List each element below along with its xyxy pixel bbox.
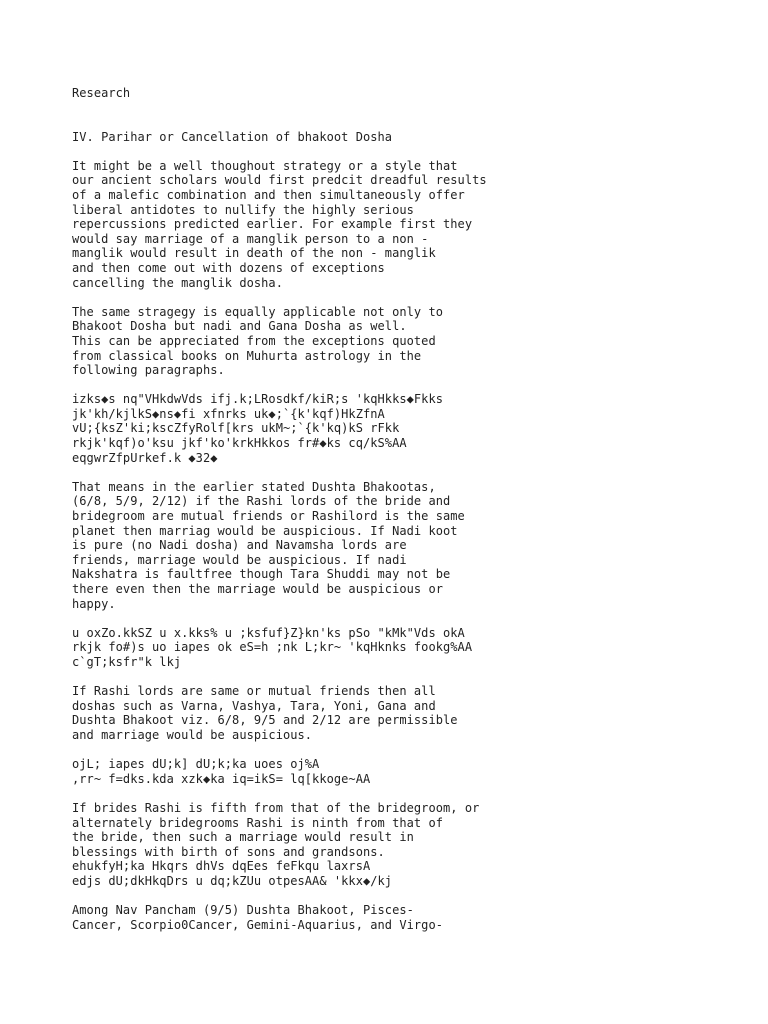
paragraph bbox=[72, 159, 752, 290]
paragraph-line: manglik would result in death of the non - manglik bbox=[72, 246, 436, 261]
paragraph-line: friends, marriage would be auspicious. If nadi bbox=[72, 552, 407, 567]
paragraph-line: and then come out with dozens of exceptions bbox=[72, 260, 385, 275]
paragraph-line: ehukfyH;ka Hkqrs dhVs dqEes feFkqu laxrsA bbox=[72, 859, 371, 874]
paragraph-line: rkjk'kqf)o'ksu jkf'ko'krkHkkos fr#◆ks cq/kS%AA bbox=[72, 436, 407, 451]
paragraph-line: cancelling the manglik dosha. bbox=[72, 275, 283, 290]
paragraph bbox=[72, 684, 752, 742]
paragraph-line: planet then marriag would be auspicious. If Nadi koot bbox=[72, 523, 458, 538]
paragraph bbox=[72, 801, 752, 889]
paragraph-line: alternately bridegrooms Rashi is ninth from that of bbox=[72, 815, 444, 830]
paragraph-line: jk'kh/kjlkS◆ns◆fi xfnrks uk◆;`{k'kqf)HkZfnA bbox=[72, 406, 385, 421]
paragraph bbox=[72, 626, 752, 670]
paragraph-line: from classical books on Muhurta astrology in the bbox=[72, 348, 422, 363]
paragraph-line: there even then the marriage would be auspicious or bbox=[72, 582, 444, 596]
paragraph-line: edjs dU;dkHkqDrs u dq;kZUu otpesAA& 'kkx◆/kj bbox=[72, 873, 393, 888]
paragraph-line: repercussions predicted earlier. For example first they bbox=[72, 217, 473, 232]
paragraph bbox=[72, 757, 752, 786]
paragraph-line: our ancient scholars would first predcit dreadful results bbox=[72, 173, 487, 188]
paragraph-line: bridegroom are mutual friends or Rashilord is the same bbox=[72, 509, 465, 524]
paragraph-line: Nakshatra is faultfree though Tara Shuddi may not be bbox=[72, 567, 451, 582]
paragraph-line: following paragraphs. bbox=[72, 363, 225, 378]
paragraph-line: Bhakoot Dosha but nadi and Gana Dosha as well. bbox=[72, 319, 407, 334]
paragraph-line: happy. bbox=[72, 596, 116, 611]
paragraph-line: rkjk fo#)s uo iapes ok eS=h ;nk L;kr~ 'kqHknks fookg%AA bbox=[72, 640, 473, 655]
paragraph-line: c`gT;ksfr"k lkj bbox=[72, 654, 182, 669]
document-body bbox=[72, 159, 752, 932]
paragraph-line: It might be a well thoughout strategy or a style that bbox=[72, 158, 458, 173]
paragraph-line: liberal antidotes to nullify the highly serious bbox=[72, 202, 414, 217]
paragraph-line: Among Nav Pancham (9/5) Dushta Bhakoot, Pisces- bbox=[72, 903, 414, 918]
paragraph-line: If brides Rashi is fifth from that of the bridegroom, or bbox=[72, 800, 480, 815]
paragraph-line: would say marriage of a manglik person to a non - bbox=[72, 231, 429, 246]
paragraph bbox=[72, 305, 752, 378]
paragraph-line: doshas such as Varna, Vashya, Tara, Yoni, Gana and bbox=[72, 698, 436, 713]
paragraph-line: If Rashi lords are same or mutual friends then all bbox=[72, 684, 436, 699]
paragraph-line: u oxZo.kkSZ u x.kks% u ;ksfuf}Z}kn'ks pSo "kMk"Vds okA bbox=[72, 625, 465, 640]
paragraph-line: This can be appreciated from the exceptions quoted bbox=[72, 333, 436, 348]
paragraph-line: is pure (no Nadi dosha) and Navamsha lords are bbox=[72, 538, 407, 553]
paragraph-line: and marriage would be auspicious. bbox=[72, 727, 313, 742]
paragraph-line: blessings with birth of sons and grandsons. bbox=[72, 844, 385, 859]
paragraph bbox=[72, 903, 752, 932]
document-page bbox=[72, 86, 752, 932]
paragraph-line: ,rr~ f=dks.kda xzk◆ka iq=ikS= lq[kkoge~AA bbox=[72, 771, 371, 786]
paragraph-line: Cancer, Scorpio0Cancer, Gemini-Aquarius, and Virgo- bbox=[72, 917, 444, 932]
paragraph bbox=[72, 392, 752, 465]
paragraph-line: izks◆s nq"VHkdwVds ifj.k;LRosdkf/kiR;s 'kqHkks◆Fkks bbox=[72, 392, 444, 407]
paragraph bbox=[72, 480, 752, 611]
section-title: IV. Parihar or Cancellation of bhakoot Dosha bbox=[72, 129, 393, 144]
page-header: Research bbox=[72, 86, 131, 100]
paragraph-line: That means in the earlier stated Dushta Bhakootas, bbox=[72, 479, 436, 494]
paragraph-line: eqgwrZfpUrkef.k ◆32◆ bbox=[72, 450, 218, 465]
paragraph-line: the bride, then such a marriage would result in bbox=[72, 830, 414, 845]
paragraph-line: ojL; iapes dU;k] dU;k;ka uoes oj%A bbox=[72, 757, 320, 772]
paragraph-line: vU;{ksZ'ki;kscZfyRolf[krs ukM~;`{k'kq)kS rFkk bbox=[72, 421, 400, 436]
paragraph-line: (6/8, 5/9, 2/12) if the Rashi lords of the bride and bbox=[72, 494, 451, 509]
paragraph-line: of a malefic combination and then simultaneously offer bbox=[72, 187, 465, 202]
paragraph-line: Dushta Bhakoot viz. 6/8, 9/5 and 2/12 are permissible bbox=[72, 713, 458, 728]
paragraph-line: The same stragegy is equally applicable not only to bbox=[72, 304, 444, 319]
